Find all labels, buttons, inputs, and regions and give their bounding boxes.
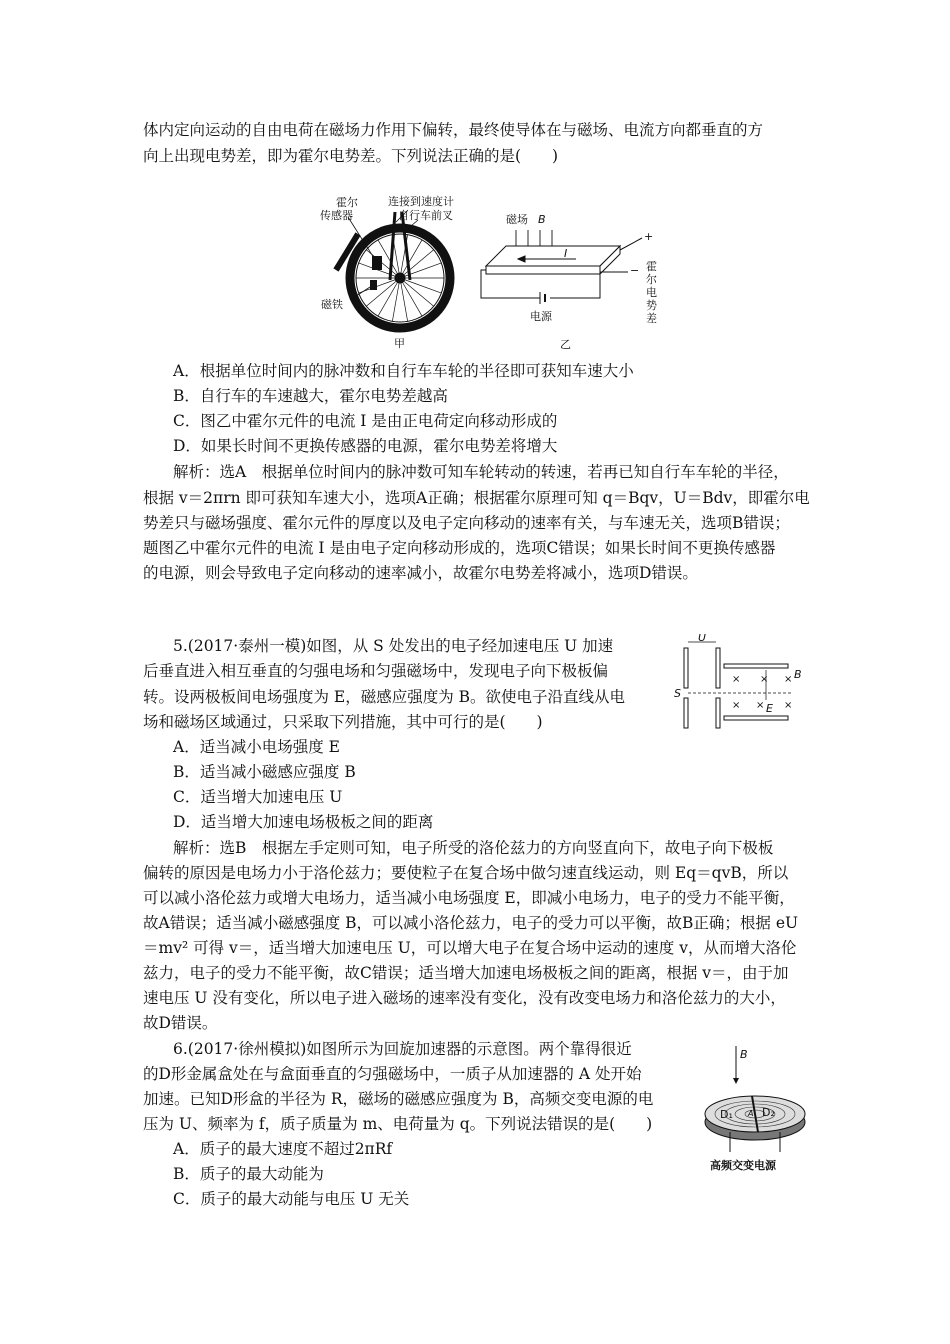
text-line: 解析：选A 根据单位时间内的脉冲数可知车轮转动的转速，若再已知自行车车轮的半径， <box>173 463 789 481</box>
text-line: B．质子的最大动能为 <box>173 1165 324 1183</box>
field-into-page-mark: × <box>784 674 793 685</box>
text-line: 向上出现电势差，即为霍尔电势差。下列说法正确的是( ) <box>143 147 559 165</box>
svg-text:势: 势 <box>646 299 657 312</box>
text-line: 兹力，电子的受力不能平衡，故C错误；适当增大加速电场极板之间的距离，根据 v＝，由于加 <box>143 964 789 982</box>
bicycle-wheel-figure <box>318 192 468 352</box>
text-line: 加速。已知D形盒的半径为 R，磁场的磁感应强度为 B，高频交变电源的电 <box>143 1090 654 1108</box>
field-into-page-mark: × <box>784 700 793 711</box>
text-line: 可以减小洛伦兹力或增大电场力，适当减小电场强度 E，即减小电场力，电子的受力不能平衡， <box>143 889 795 907</box>
text-line: A．质子的最大速度不超过2πRf <box>173 1140 393 1158</box>
wheel-spoke <box>400 250 434 278</box>
plus-label: + <box>644 230 654 243</box>
wheel-spoke <box>400 278 434 306</box>
text-line: C．适当增大加速电压 U <box>173 788 343 806</box>
field-into-page-mark: × <box>732 700 741 711</box>
cyclotron-figure <box>700 1044 810 1179</box>
current-label: I <box>564 247 568 260</box>
a-label: A <box>748 1109 754 1118</box>
svg-text:霍: 霍 <box>646 260 657 273</box>
text-line: ＝mv² 可得 v＝，适当增大加速电压 U，可以增大电子在复合场中运动的速度 v，从而增大洛伦 <box>143 939 797 957</box>
text-line: 的D形金属盒处在与盒面垂直的匀强磁场中，一质子从加速器的 A 处开始 <box>143 1065 642 1083</box>
text-line: 解析：选B 根据左手定则可知，电子所受的洛伦兹力的方向竖直向下，故电子向下极板 <box>173 839 774 857</box>
text-line: D．如果长时间不更换传感器的电源，霍尔电势差将增大 <box>173 437 558 455</box>
s-label: S <box>674 687 681 700</box>
magnet-label: 磁铁 <box>321 298 343 311</box>
text-line: A．适当减小电场强度 E <box>173 738 340 756</box>
d2-label: D₂ <box>762 1106 775 1119</box>
svg-text:差: 差 <box>646 312 657 325</box>
text-line: C．图乙中霍尔元件的电流 I 是由正电荷定向移动形成的 <box>173 412 558 430</box>
svg-text:电: 电 <box>646 286 657 299</box>
text-line: 的电源，则会导致电子定向移动的速率减小，故霍尔电势差将减小，选项D错误。 <box>143 564 698 582</box>
caption-jia: 甲 <box>394 337 405 350</box>
text-line: 转。设两极板间电场强度为 E，磁感应强度为 B。欲使电子沿直线从电 <box>143 688 626 706</box>
b-label: B <box>740 1048 748 1061</box>
text-line: 速电压 U 没有变化，所以电子进入磁场的速率没有变化，没有改变电场力和洛伦兹力的大小， <box>143 989 786 1007</box>
wheel-spoke <box>400 278 441 293</box>
text-line: 根据 v＝2πrn 即可获知车速大小，选项A正确；根据霍尔原理可知 q＝Bqv，U＝Bdv，即霍尔电 <box>143 489 810 507</box>
text-line: 压为 U、频率为 f，质子质量为 m、电荷量为 q。下列说法错误的是( ) <box>143 1115 653 1133</box>
text-line: 势差只与磁场强度、霍尔元件的厚度以及电子定向移动的速率有关，与车速无关，选项B错误； <box>143 514 790 532</box>
hall-voltage-vertical-label <box>646 260 657 325</box>
e-label: E <box>766 702 773 715</box>
velocity-selector-figure <box>672 634 812 734</box>
text-line: B．适当减小磁感应强度 B <box>173 763 356 781</box>
text-line: 故D错误。 <box>143 1014 218 1032</box>
hall-sensor-label-2: 传感器 <box>320 209 353 222</box>
svg-text:尔: 尔 <box>646 273 657 286</box>
hall-sensor-label-1: 霍尔 <box>336 196 358 209</box>
text-line: 题图乙中霍尔元件的电流 I 是由电子定向移动形成的，选项C错误；如果长时间不更换传感器 <box>143 539 776 557</box>
text-line: 6.(2017·徐州模拟)如图所示为回旋加速器的示意图。两个靠得很近 <box>173 1040 632 1058</box>
wheel-spoke <box>400 263 441 278</box>
text-line: 场和磁场区域通过，只采取下列措施，其中可行的是( ) <box>143 713 543 731</box>
text-line: B．自行车的车速越大，霍尔电势差越高 <box>173 387 448 405</box>
wheel <box>350 228 450 328</box>
field-label: 磁场 <box>506 213 528 226</box>
text-line: 5.(2017·泰州一模)如图，从 S 处发出的电子经加速电压 U 加速 <box>173 637 614 655</box>
b-label: B <box>794 668 802 681</box>
text-line: 体内定向运动的自由电荷在磁场力作用下偏转，最终使导体在与磁场、电流方向都垂直的方 <box>143 121 764 139</box>
caption-yi: 乙 <box>560 338 571 351</box>
text-line: 偏转的原因是电场力小于洛伦兹力；要使粒子在复合场中做匀速直线运动，则 Eq＝qvB，所以 <box>143 864 789 882</box>
text-line: C．质子的最大动能与电压 U 无关 <box>173 1190 410 1208</box>
field-into-page-mark: × <box>760 674 769 685</box>
u-label: U <box>698 634 707 644</box>
d1-label: D₁ <box>720 1108 733 1121</box>
field-into-page-mark: × <box>732 674 741 685</box>
minus-label: − <box>630 264 640 277</box>
power-label: 电源 <box>530 310 552 323</box>
text-line: A．根据单位时间内的脉冲数和自行车车轮的半径即可获知车速大小 <box>173 362 634 380</box>
text-line: 后垂直进入相互垂直的匀强电场和匀强磁场中，发现电子向下极板偏 <box>143 662 609 680</box>
field-b-label: B <box>538 213 546 226</box>
fork-label: 自行车前叉 <box>398 209 453 222</box>
text-line: D．适当增大加速电场极板之间的距离 <box>173 813 434 831</box>
hf-power-caption: 高频交变电源 <box>710 1159 776 1172</box>
connect-label: 连接到速度计 <box>388 195 454 208</box>
text-line: 故A错误；适当减小磁感强度 B，可以减小洛伦兹力，电子的受力可以平衡，故B正确；根据 eU <box>143 914 799 932</box>
hall-element-figure <box>478 210 668 355</box>
field-into-page-mark: × <box>756 700 765 711</box>
